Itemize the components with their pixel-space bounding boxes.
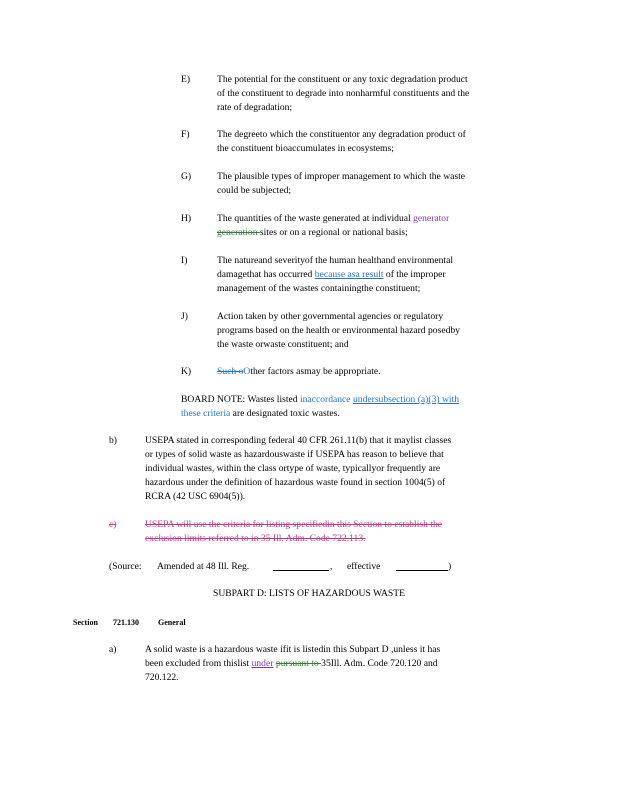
source-paren: ) [448, 561, 452, 572]
item-label: G) [181, 171, 192, 182]
item-text [217, 212, 533, 240]
subpart-heading: SUBPART D: LISTS OF HAZARDOUS WASTE [213, 588, 405, 599]
text-run: ther factors asmay be appropriate. [250, 366, 381, 377]
text-line: Action taken by other governmental agencies or regulatory [217, 311, 444, 322]
item-label: K) [181, 366, 192, 377]
text-line: management of the wastes containingthe constituent; [217, 283, 421, 294]
deleted-text: Such o [217, 366, 244, 377]
source-comma: , [330, 561, 333, 572]
source-text: Amended at 48 Ill. Reg. [157, 561, 250, 572]
inserted-text: generator [413, 213, 450, 224]
text-line [217, 212, 533, 226]
text-line: of the constituent to degrade into nonharmful constituents and the [217, 88, 470, 99]
inserted-text: because asa result [314, 269, 384, 280]
text-line: The potential for the constituent or any toxic degradation product [217, 74, 468, 85]
paragraph-label: c) [109, 519, 117, 530]
text-line [217, 268, 533, 282]
item-text [217, 73, 533, 115]
item-label: J) [181, 311, 188, 322]
item-label: H) [181, 213, 192, 224]
deleted-text: generation [217, 227, 260, 238]
item-text [217, 365, 533, 379]
text-line [217, 365, 533, 379]
inserted-text: O [243, 366, 251, 377]
text-line [217, 226, 533, 240]
paragraph-text [145, 434, 525, 504]
text-line [145, 657, 525, 671]
text-run: of the improper [383, 269, 446, 280]
item-text [217, 128, 533, 156]
paragraph-text [145, 643, 525, 685]
text-line: programs based on the health or environmental hazard posedby [217, 325, 460, 336]
text-line: rate of degradation; [217, 102, 293, 113]
text-line: A solid waste is a hazardous waste ifit is listedin this Subpart D ,unless it has [145, 644, 441, 655]
item-text [217, 170, 533, 198]
text-line: The degreeto which the constituentor any degradation product of [217, 129, 466, 140]
item-label: F) [181, 129, 190, 140]
section-number: 721.130 [113, 618, 139, 627]
text-line: individual wastes, within the class ortype of waste, typicallyor frequently are [145, 463, 441, 474]
text-line [181, 393, 533, 407]
section-word: Section [73, 618, 98, 627]
section-title: General [158, 618, 186, 627]
text-run: damagethat has occurred [217, 269, 315, 280]
deleted-text: pursuant to [275, 658, 322, 669]
paragraph-label: a) [109, 644, 117, 655]
text-line: could be subjected; [217, 185, 292, 196]
text-run: are designated toxic wastes. [230, 408, 340, 419]
text-run: 35Ill. Adm. Code 720.120 and [321, 658, 438, 669]
deleted-paragraph-text [145, 518, 525, 546]
source-effective: effective [347, 561, 381, 572]
text-run: sites or on a regional or national basis; [259, 227, 408, 238]
source-label: (Source: [109, 561, 142, 572]
blank-line [396, 560, 448, 571]
item-text [217, 310, 533, 352]
item-text [217, 254, 533, 296]
text-run: been excluded from thislist [145, 658, 252, 669]
text-line: exclusion limits referred to in 35 Ill. Adm. Code 722.113. [145, 533, 366, 544]
inserted-text: inaccordance [299, 394, 351, 405]
text-line: the constituent bioaccumulates in ecosystems; [217, 143, 394, 154]
text-line: USEPA stated in corresponding federal 40 CFR 261.11(b) that it maylist classes [145, 435, 452, 446]
text-run: The quantities of the waste generated at individual [217, 213, 414, 224]
paragraph-label: b) [109, 435, 117, 446]
text-line: The natureand severityof the human healthand environmental [217, 255, 454, 266]
text-line: USEPA will use the criteria for listing specifiedin this Section to establish the [145, 519, 443, 530]
board-note-text [181, 393, 533, 421]
inserted-text: undersubsection (a)(3) with [352, 394, 460, 405]
text-run: BOARD NOTE: Wastes listed [181, 394, 300, 405]
text-line [181, 407, 533, 421]
text-line: hazardous under the definition of hazardous waste found in section 1004(5) of [145, 477, 446, 488]
text-line: RCRA (42 USC 6904(5)). [145, 491, 246, 502]
inserted-text: under [251, 658, 274, 669]
item-label: I) [181, 255, 188, 266]
text-line: the waste orwaste constituent; and [217, 339, 349, 350]
text-line: or types of solid waste as hazardouswaste if USEPA has reason to believe that [145, 449, 444, 460]
inserted-text: these criteria [181, 408, 231, 419]
blank-line [273, 560, 329, 571]
text-line: The plausible types of improper management to which the waste [217, 171, 466, 182]
item-label: E) [181, 74, 191, 85]
text-line: 720.122. [145, 672, 179, 683]
